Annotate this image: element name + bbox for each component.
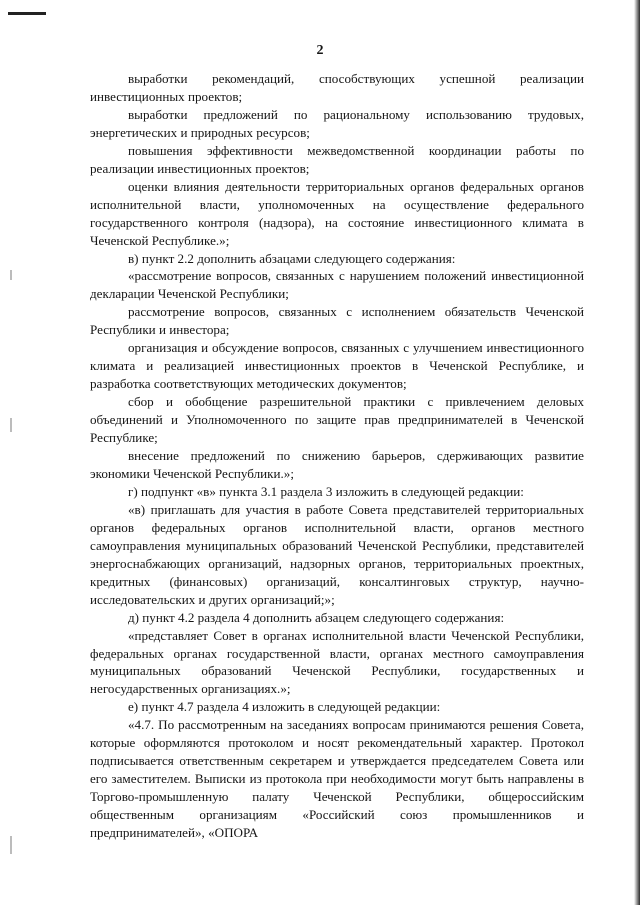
scan-speck	[10, 836, 12, 854]
paragraph: сбор и обобщение разрешительной практики с привлечением деловых объединений и Уполномоченного по защите прав предпринимателей в Чеченской Республике;	[90, 394, 584, 446]
paragraph: выработки предложений по рациональному использованию трудовых, энергетических и природных ресурсов;	[90, 106, 584, 140]
document-body	[90, 70, 584, 842]
scan-speck	[10, 418, 12, 432]
scan-artifact-mark	[8, 12, 46, 15]
paragraph: «в) приглашать для участия в работе Совета представителей территориальных органов федеральных органов исполнительной власти, органов местного самоуправления муниципальных образований Чеченской Республики, представителей энергоснабжающих организаций, надзорных органов, территориальных проектных, кредитных (финансовых) организаций, консалтинговых структур, научно-исследовательских и других организаций;»;	[90, 501, 584, 607]
paragraph: выработки рекомендаций, способствующих успешной реализации инвестиционных проектов;	[90, 71, 584, 104]
paragraph: «рассмотрение вопросов, связанных с нарушением положений инвестиционной декларации Чеченской Республики;	[90, 268, 584, 302]
paragraph: г) подпункт «в» пункта 3.1 раздела 3 изложить в следующей редакции:	[128, 483, 524, 499]
paragraph: оценки влияния деятельности территориальных органов федеральных органов исполнительной власти, уполномоченных на осуществление федерального государственного контроля (надзора), на состояние инвестиционного климата в Чеченской Республике.»;	[90, 178, 584, 248]
scan-right-edge-shadow	[634, 0, 640, 905]
paragraph: «4.7. По рассмотренным на заседаниях вопросам принимаются решения Совета, которые оформляются протоколом и носят рекомендательный характер. Протокол подписывается ответственным секретарем и утверждается председателем Совета или его заместителем. Выписки из протокола при необходимости могут быть направлены в Торгово-промышленную палату Чеченской Республики, общероссийским общественным организациям «Российский союз промышленников и предпринимателей», «ОПОРА	[90, 717, 584, 841]
paragraph: организация и обсуждение вопросов, связанных с улучшением инвестиционного климата и реализацией инвестиционных проектов в Чеченской Республике, и разработка соответствующих методических документов;	[90, 340, 584, 392]
paragraph: рассмотрение вопросов, связанных с исполнением обязательств Чеченской Республики и инвестора;	[90, 304, 584, 338]
paragraph: повышения эффективности межведомственной координации работы по реализации инвестиционных проектов;	[90, 142, 584, 176]
scan-speck	[10, 270, 12, 280]
page-number: 2	[316, 43, 324, 58]
paragraph: д) пункт 4.2 раздела 4 дополнить абзацем следующего содержания:	[128, 609, 505, 625]
paragraph: внесение предложений по снижению барьеров, сдерживающих развитие экономики Чеченской Республики.»;	[90, 448, 584, 481]
paragraph: «представляет Совет в органах исполнительной власти Чеченской Республики, федеральных органах государственной власти, органах местного самоуправления муниципальных образований Чеченской Республики, государственных и негосударственных организациях.»;	[90, 627, 584, 697]
paragraph: е) пункт 4.7 раздела 4 изложить в следующей редакции:	[128, 699, 441, 715]
paragraph: в) пункт 2.2 дополнить абзацами следующего содержания:	[128, 250, 456, 266]
